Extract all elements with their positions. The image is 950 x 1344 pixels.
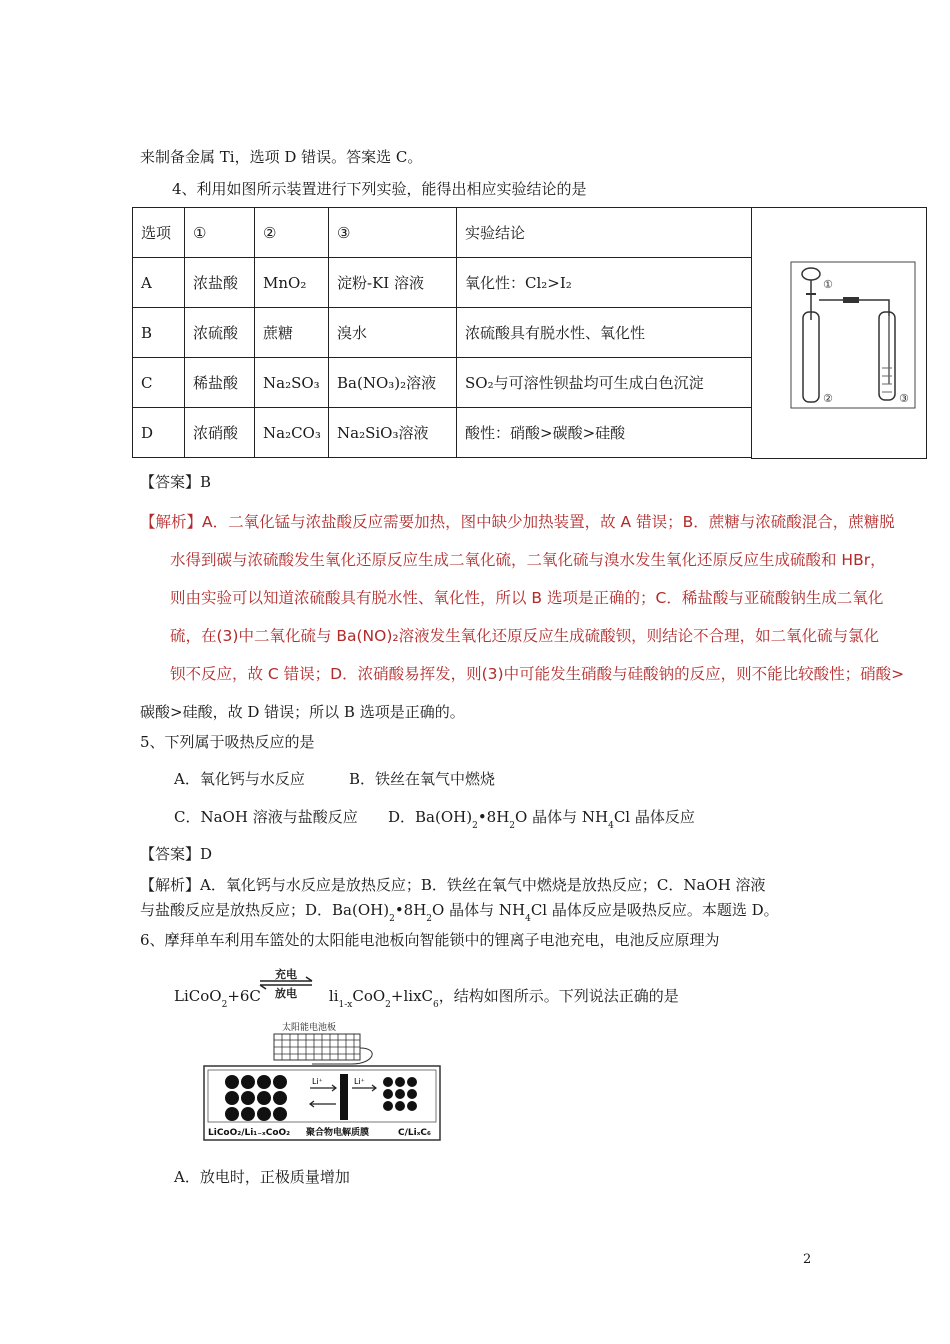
expl-text: O 晶体与 NH: [432, 901, 526, 919]
li-ion-label: Li⁺: [312, 1077, 323, 1086]
question-5: 5、下列属于吸热反应的是: [140, 733, 315, 751]
q5-option-b: B．铁丝在氧气中燃烧: [349, 770, 496, 788]
opt-text: D．Ba(OH): [388, 808, 473, 826]
right-electrode-label: C/LiₓC₆: [398, 1128, 431, 1138]
apparatus-diagram: [751, 208, 925, 458]
q4-explanation: 水得到碳与浓硫酸发生氧化还原反应生成二氧化硫，二氧化硫与溴水发生氧化还原反应生成硫酸和 HBr，: [170, 551, 886, 569]
table-cell: Na₂SO₃: [255, 358, 329, 408]
table-cell: B: [133, 308, 185, 358]
table-cell: 浓硫酸: [185, 308, 255, 358]
q6-equation: LiCoO$_2$+6C $li_{1-x}CoO_2+lixC_6$，结构如图所示。下列说法正确的是: [174, 987, 679, 1010]
membrane-label: 聚合物电解质膜: [306, 1128, 370, 1138]
eq-text: +6C: [227, 987, 261, 1005]
solar-panel-label: 太阳能电池板: [282, 1023, 337, 1033]
table-cell: Ba(NO₃)₂溶液: [329, 358, 457, 408]
table-row: [133, 258, 752, 308]
q4-table: [132, 207, 752, 458]
eq-text: +lixC: [390, 987, 434, 1005]
charge-label: 充电: [275, 968, 297, 981]
q5-explanation: 【解析】A．氧化钙与水反应是放热反应；B．铁丝在氧气中燃烧是放热反应；C．NaOH 溶液: [140, 876, 766, 894]
opt-text: O 晶体与 NH: [515, 808, 609, 826]
table-cell: C: [133, 358, 185, 408]
q4-answer: 【答案】B: [140, 473, 212, 491]
q5-option-c: C．NaOH 溶液与盐酸反应: [174, 808, 358, 826]
q4-explanation: 钡不反应，故 C 错误；D．浓硝酸易挥发，则(3)中可能发生硝酸与硅酸钠的反应，则不能比较酸性；硝酸>: [170, 665, 905, 683]
table-cell: 浓硫酸具有脱水性、氧化性: [457, 308, 752, 358]
table-cell: SO₂与可溶性钡盐均可生成白色沉淀: [457, 358, 752, 408]
eq-text: ，结构如图所示。下列说法正确的是: [438, 987, 679, 1005]
q4-explanation: 【解析】A．二氧化锰与浓盐酸反应需要加热，图中缺少加热装置，故 A 错误；B．蔗糖与浓硫酸混合，蔗糖脱: [140, 513, 895, 531]
eq-text: LiCoO: [174, 987, 222, 1005]
table-cell: 淀粉-KI 溶液: [329, 258, 457, 308]
table-cell: ②: [255, 208, 329, 258]
table-cell: 酸性：硝酸>碳酸>硅酸: [457, 408, 752, 458]
table-cell: A: [133, 258, 185, 308]
table-cell: 实验结论: [457, 208, 752, 258]
q4-explanation: [170, 626, 879, 646]
li-ion-label: Li⁺: [354, 1077, 365, 1086]
q5-option-a: A．氧化钙与水反应: [174, 770, 305, 788]
q4-explanation-end: 碳酸>硅酸，故 D 错误；所以 B 选项是正确的。: [140, 703, 465, 721]
table-cell: MnO₂: [255, 258, 329, 308]
q5-option-d: D．$Ba(OH)_2•8H_2O$ 晶体与 $NH_4Cl$ 晶体反应: [388, 808, 695, 831]
table-cell: Na₂CO₃: [255, 408, 329, 458]
table-row: [133, 358, 752, 408]
table-cell: 溴水: [329, 308, 457, 358]
apparatus-label-3: ③: [899, 392, 909, 405]
expl-text: Cl 晶体反应是吸热反应。本题选 D。: [530, 901, 779, 919]
opt-text: Cl 晶体反应: [613, 808, 695, 826]
eq-text: li: [328, 987, 339, 1005]
question-6: 6、摩拜单车利用车篮处的太阳能电池板向智能锁中的锂离子电池充电，电池反应原理为: [140, 931, 720, 949]
eq-text: CoO: [352, 987, 386, 1005]
apparatus-label-2: ②: [823, 392, 833, 405]
table-cell: 蔗糖: [255, 308, 329, 358]
apparatus-label-1: ①: [823, 278, 833, 291]
expl-text: 与盐酸反应是放热反应；D．Ba(OH): [140, 901, 390, 919]
discharge-label: 放电: [275, 987, 297, 1000]
table-cell: ①: [185, 208, 255, 258]
left-electrode-label: LiCoO₂/Li₁₋ₓCoO₂: [208, 1128, 291, 1138]
table-row: [133, 408, 752, 458]
page-number: 2: [803, 1252, 812, 1267]
q4-explanation: 则由实验可以知道浓硫酸具有脱水性、氧化性，所以 B 选项是正确的；C．稀盐酸与亚硫酸钠生成二氧化: [170, 589, 884, 607]
table-cell: 浓盐酸: [185, 258, 255, 308]
expl-text: •8H: [394, 901, 427, 919]
q5-answer: 【答案】D: [140, 845, 213, 863]
q5-explanation: 与盐酸反应是放热反应；D．$Ba(OH)_2•8H_2O$ 晶体与 $NH_4Cl$ 晶体反应是吸热反应。本题选 D。: [140, 901, 779, 924]
apparatus-figure: [751, 207, 927, 459]
q6-option-a: A．放电时，正极质量增加: [174, 1168, 350, 1186]
table-cell: Na₂SiO₃溶液: [329, 408, 457, 458]
expl-text: )₂溶液发生氧化还原反应生成硫酸钡，则结论不合理，如二氧化硫与氯化: [386, 627, 880, 645]
table-cell: 浓硝酸: [185, 408, 255, 458]
table-cell: D: [133, 408, 185, 458]
question-4: 4、利用如图所示装置进行下列实验，能得出相应实验结论的是: [172, 180, 587, 198]
table-header-row: [133, 208, 752, 258]
opt-text: •8H: [477, 808, 510, 826]
battery-figure: [202, 1018, 442, 1142]
expl-text: 硫，在(3)中二氧化硫与 Ba(NO: [170, 627, 387, 645]
table-cell: 稀盐酸: [185, 358, 255, 408]
table-cell: 氧化性：Cl₂>I₂: [457, 258, 752, 308]
table-cell: ③: [329, 208, 457, 258]
table-row: [133, 308, 752, 358]
table-cell: 选项: [133, 208, 185, 258]
text-line: 来制备金属 Ti，选项 D 错误。答案选 C。: [140, 148, 423, 166]
